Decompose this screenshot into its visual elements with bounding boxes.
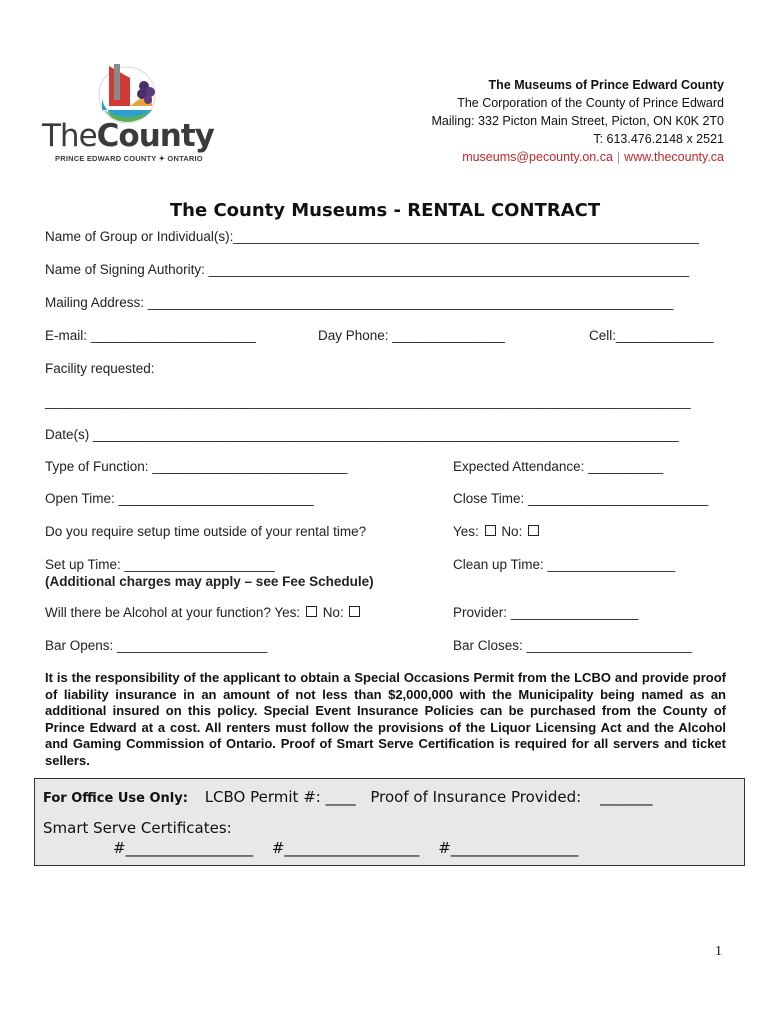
group-name-field[interactable]: Name of Group or Individual(s):______________________________________________________________ [45, 229, 699, 244]
website-link[interactable]: www.thecounty.ca [624, 150, 724, 164]
logo-wordmark: TheCounty [42, 118, 214, 154]
org-name: The Museums of Prince Edward County [488, 78, 724, 92]
setup-yes-checkbox[interactable] [485, 525, 496, 536]
corp-name: The Corporation of the County of Prince Edward [457, 96, 724, 110]
mailing-address: Mailing: 332 Picton Main Street, Picton, ON K0K 2T0 [431, 114, 724, 128]
alcohol-no-label: No: [322, 605, 344, 620]
liability-notice: It is the responsibility of the applicant to obtain a Special Occasions Permit from the LCBO and provide proof of liability insurance in an amount of not less than $2,000,000 with the Municipality being named as an additional insured on this policy. Special Event Insurance Policies can be purchased from the County of Prince Edward at a cost. All renters must follow the provisions of the Liquor Licensing Act and the Alcohol and Gaming Commission of Ontario. Proof of Smart Serve Certification is required for all servers and ticket sellers. [45, 670, 726, 768]
facility-label: Facility requested: [45, 361, 155, 376]
setup-time-field[interactable]: Set up Time: ____________________ [45, 557, 275, 572]
certificate-field-1[interactable]: #_________________ [113, 839, 254, 857]
header-address-block [432, 76, 725, 166]
insurance-field[interactable]: _______ [599, 788, 653, 806]
signing-authority-field[interactable]: Name of Signing Authority: ________________________________________________________________ [45, 262, 690, 277]
email-link[interactable]: museums@pecounty.on.ca [462, 150, 613, 164]
setup-no-checkbox[interactable] [528, 525, 539, 536]
mailing-address-field[interactable]: Mailing Address: ______________________________________________________________________ [45, 295, 674, 310]
day-phone-field[interactable]: Day Phone: _______________ [318, 328, 505, 343]
office-use-box [34, 778, 745, 866]
cell-field[interactable]: Cell:_____________ [589, 328, 714, 343]
lcbo-permit-field[interactable]: LCBO Permit #: ____ [204, 788, 356, 806]
certificate-field-2[interactable]: #__________________ [271, 839, 420, 857]
bar-opens-field[interactable]: Bar Opens: ____________________ [45, 638, 268, 653]
dates-field[interactable]: Date(s) ______________________________________________________________________________ [45, 427, 679, 442]
expected-attendance-field[interactable]: Expected Attendance: __________ [453, 459, 664, 474]
alcohol-question [45, 605, 362, 620]
office-use-label: For Office Use Only: [43, 791, 188, 806]
cleanup-time-field[interactable]: Clean up Time: _________________ [453, 557, 676, 572]
page-number: 1 [715, 944, 722, 959]
email-field[interactable]: E-mail: ______________________ [45, 328, 256, 343]
insurance-label: Proof of Insurance Provided: [370, 788, 582, 806]
setup-question: Do you require setup time outside of your rental time? [45, 524, 367, 539]
bar-closes-field[interactable]: Bar Closes: ______________________ [453, 638, 692, 653]
provider-field[interactable]: Provider: _________________ [453, 605, 639, 620]
setup-yes-label: Yes: [453, 524, 479, 539]
alcohol-question-label: Will there be Alcohol at your function? Yes: [45, 605, 301, 620]
link-separator: | [616, 150, 621, 164]
setup-yes-no [453, 524, 541, 539]
page-title: The County Museums - RENTAL CONTRACT [169, 200, 601, 221]
logo-tagline: PRINCE EDWARD COUNTY ✦ ONTARIO [55, 154, 203, 163]
open-time-field[interactable]: Open Time: __________________________ [45, 491, 314, 506]
alcohol-yes-checkbox[interactable] [306, 606, 317, 617]
setup-no-label: No: [501, 524, 523, 539]
close-time-field[interactable]: Close Time: ________________________ [453, 491, 709, 506]
facility-field[interactable]: ______________________________________________________________________________________ [45, 394, 691, 409]
alcohol-no-checkbox[interactable] [349, 606, 360, 617]
function-type-field[interactable]: Type of Function: __________________________ [45, 459, 348, 474]
phone-number: T: 613.476.2148 x 2521 [593, 132, 724, 146]
certificate-field-3[interactable]: #_________________ [438, 839, 579, 857]
smart-serve-label: Smart Serve Certificates: [43, 819, 232, 837]
charges-note: (Additional charges may apply – see Fee Schedule) [45, 574, 374, 589]
